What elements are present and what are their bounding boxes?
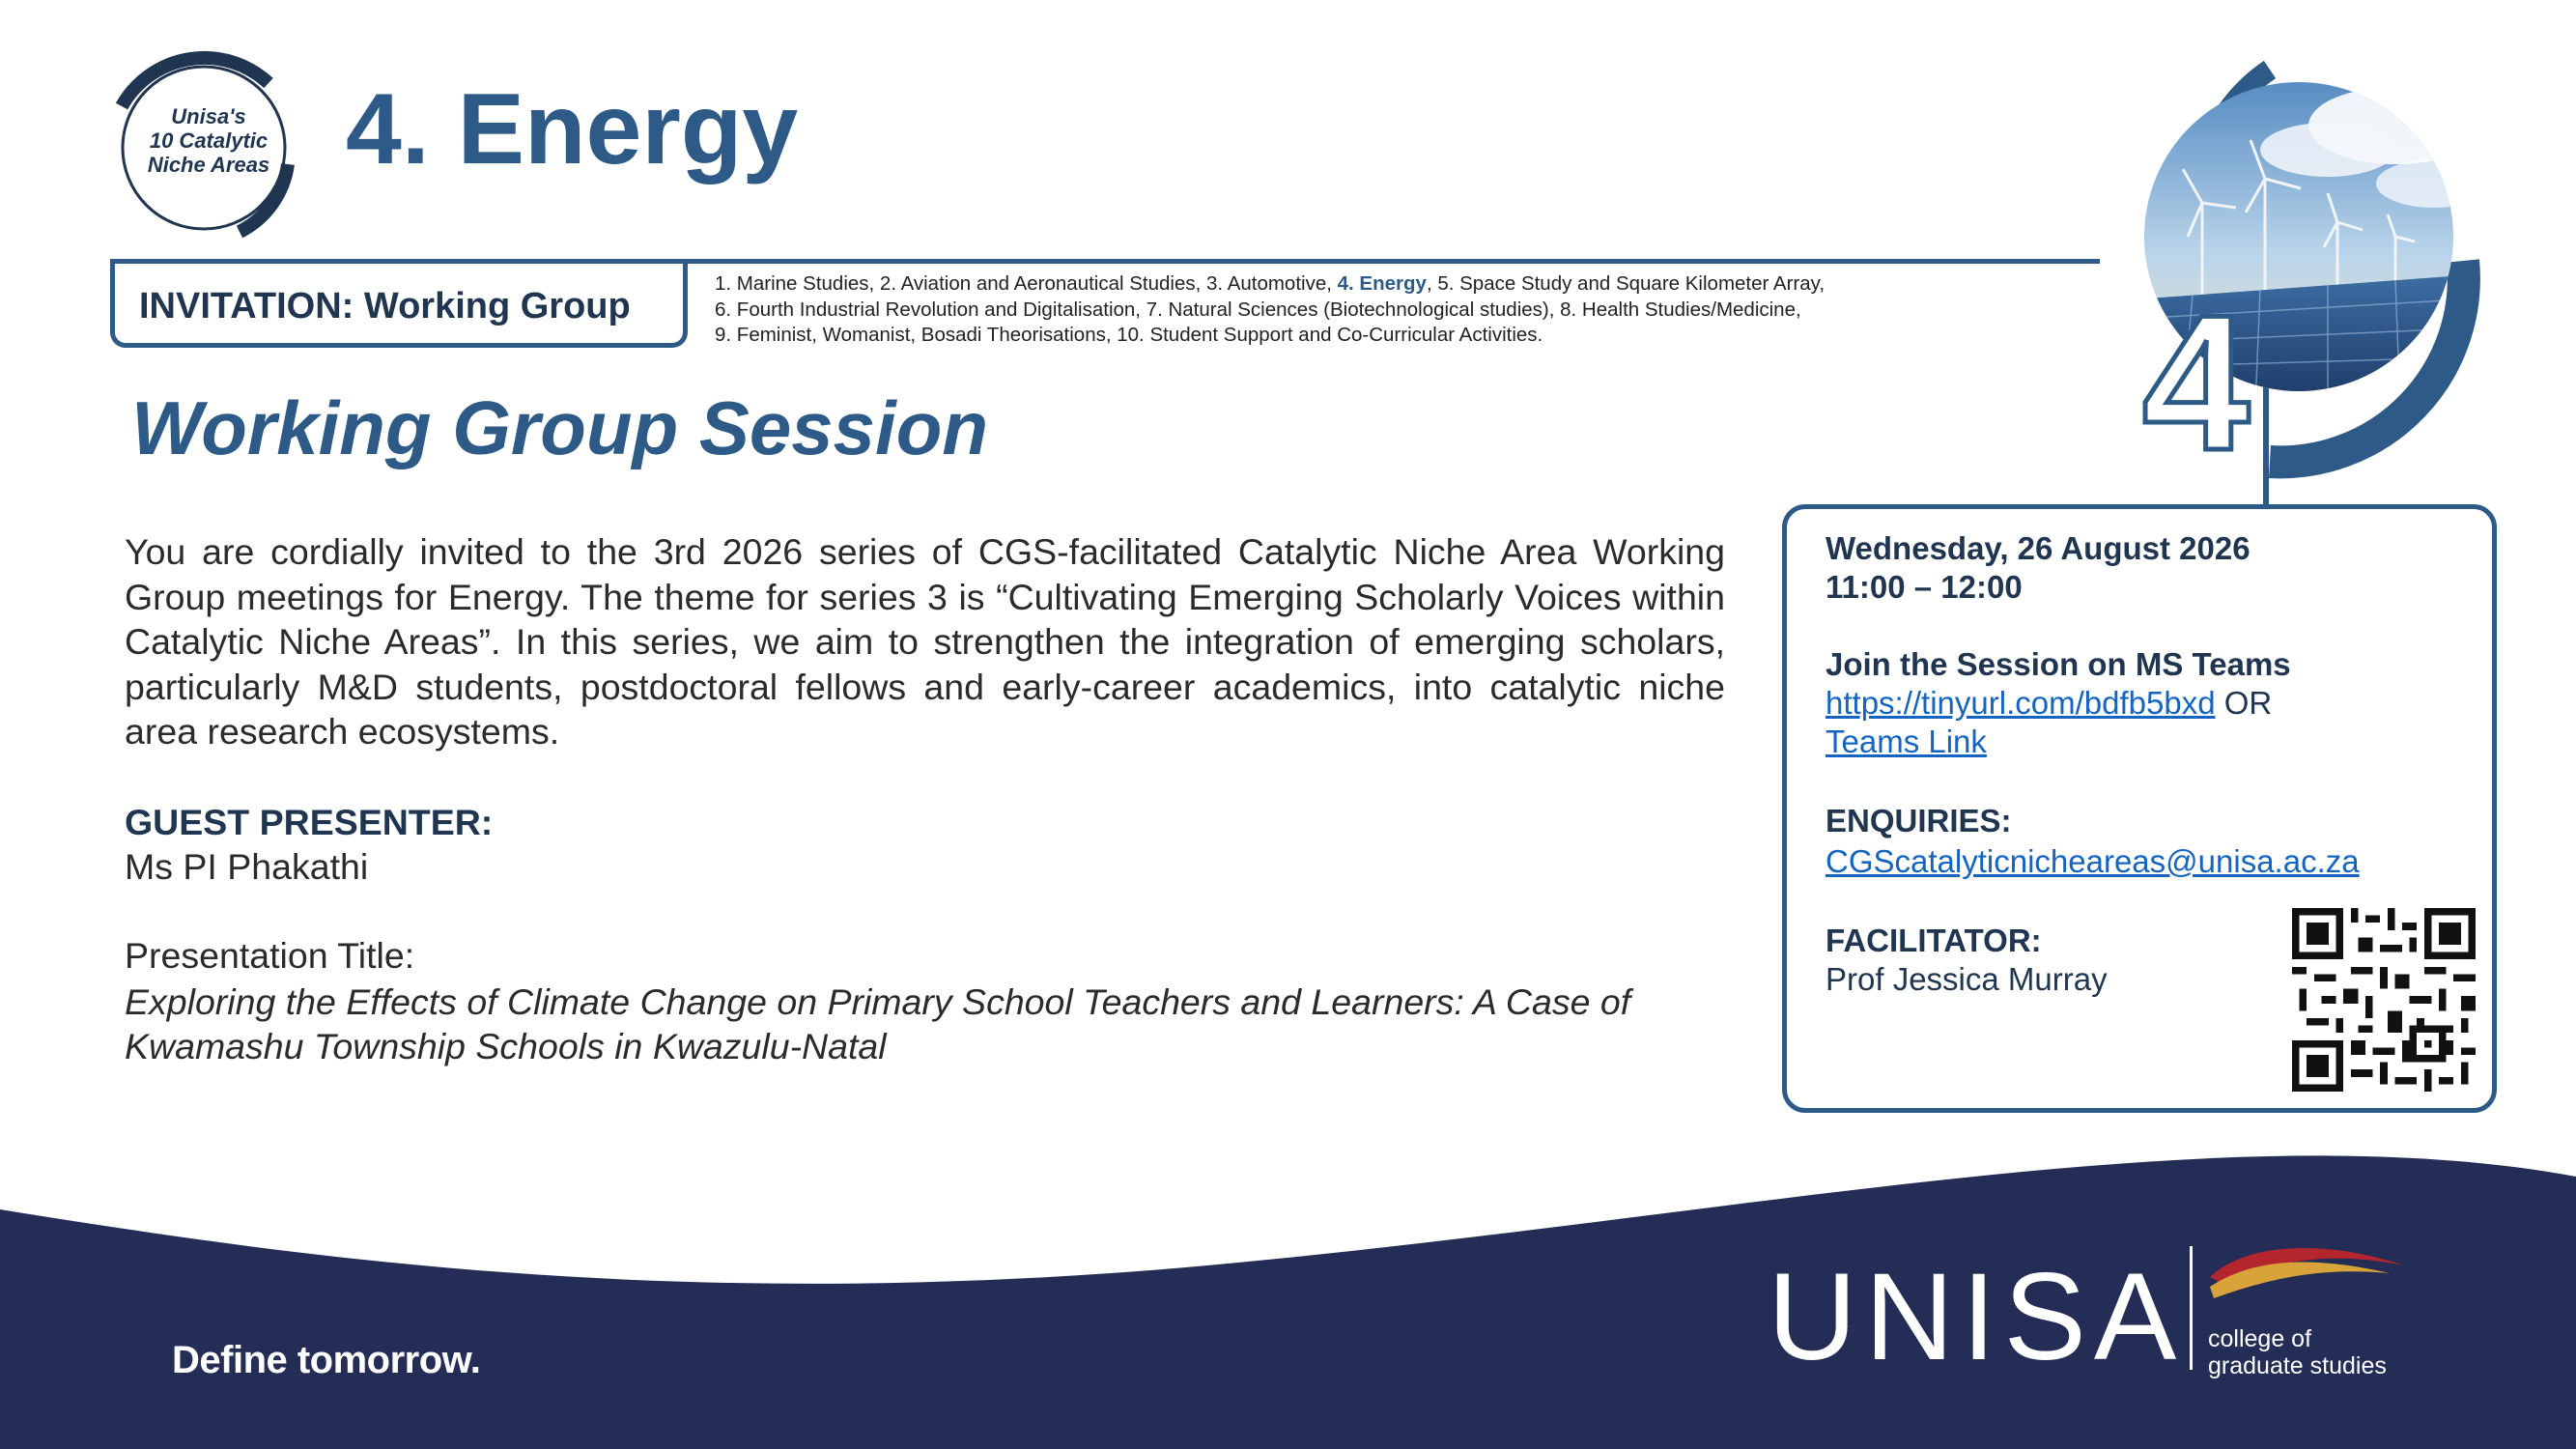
teams-link[interactable]: Teams Link [1826,724,1987,759]
session-title: Working Group Session [131,385,988,470]
niche-list-text: 1. Marine Studies, 2. Aviation and Aeronautical Studies, 3. Automotive, [715,272,1338,295]
niche-areas-badge [104,48,303,247]
enquiries-row [1826,842,2360,881]
enquiries-heading: ENQUIRIES: [1826,803,2012,838]
join-link-row [1826,684,2272,723]
session-time: 11:00 – 12:00 [1826,569,2023,605]
college-line-1: college of [2208,1325,2312,1352]
niche-list-line-1 [715,271,2009,298]
enquiries-email-link[interactable]: CGScatalyticnicheareas@unisa.ac.za [1826,843,2360,879]
tinyurl-link[interactable]: https://tinyurl.com/bdfb5bxd [1826,685,2216,721]
niche-area-list [715,271,2009,349]
invitation-label: INVITATION: Working Group [139,286,631,327]
energy-hero-graphic [2048,58,2569,512]
hero-connector [2263,386,2269,512]
badge-line-3: Niche Areas [147,153,270,177]
logo-divider [2190,1246,2193,1370]
page-title: 4. Energy [346,73,799,185]
badge-line-2: 10 Catalytic [149,128,269,153]
presentation-title-label: Presentation Title: [125,935,415,976]
unisa-logo: UNISA [1768,1248,2185,1386]
intro-paragraph: You are cordially invited to the 3rd 2026 series of CGS-facilitated Catalytic Niche Area Working Group meetings for Energy. The theme for series 3 is “Cultivating Emerging Scholarly Voices within Catalytic Niche Areas”. In this series, we aim to strengthen the integration of emerging scholars, particularly M&D students, postdoctoral fellows and early-career academics, into catalytic niche area research ecosystems. [125,531,1725,752]
college-name [2208,1325,2387,1379]
college-line-2: graduate studies [2208,1352,2387,1379]
footer-tagline: Define tomorrow. [172,1339,481,1381]
presentation-title: Exploring the Effects of Climate Change on Primary School Teachers and Learners: A Case of Kwamashu Township Schools in Kwazulu-Natal [125,981,1631,1066]
niche-list-text: , 5. Space Study and Square Kilometer Array, [1426,272,1826,295]
session-date: Wednesday, 26 August 2026 [1826,530,2250,566]
guest-presenter-heading: GUEST PRESENTER: [125,802,494,842]
niche-list-line-2: 6. Fourth Industrial Revolution and Digitalisation, 7. Natural Sciences (Biotechnological studies), 8. Health Studies/Medicine, [715,298,1801,321]
facilitator-name: Prof Jessica Murray [1826,961,2108,997]
join-heading: Join the Session on MS Teams [1826,646,2291,682]
or-text: OR [2215,685,2273,721]
teams-link-row [1826,723,1987,761]
hero-number: 4 [2142,275,2250,491]
guest-presenter-name: Ms PI Phakathi [125,846,369,887]
niche-list-line-3: 9. Feminist, Womanist, Bosadi Theorisations, 10. Student Support and Co-Curricular Activities. [715,324,1543,346]
facilitator-heading: FACILITATOR: [1826,923,2042,958]
niche-list-highlight: 4. Energy [1337,272,1427,295]
qr-code-icon[interactable] [2291,908,2477,1092]
cgs-swoosh-icon [2206,1238,2409,1306]
badge-line-1: Unisa's [171,104,246,128]
